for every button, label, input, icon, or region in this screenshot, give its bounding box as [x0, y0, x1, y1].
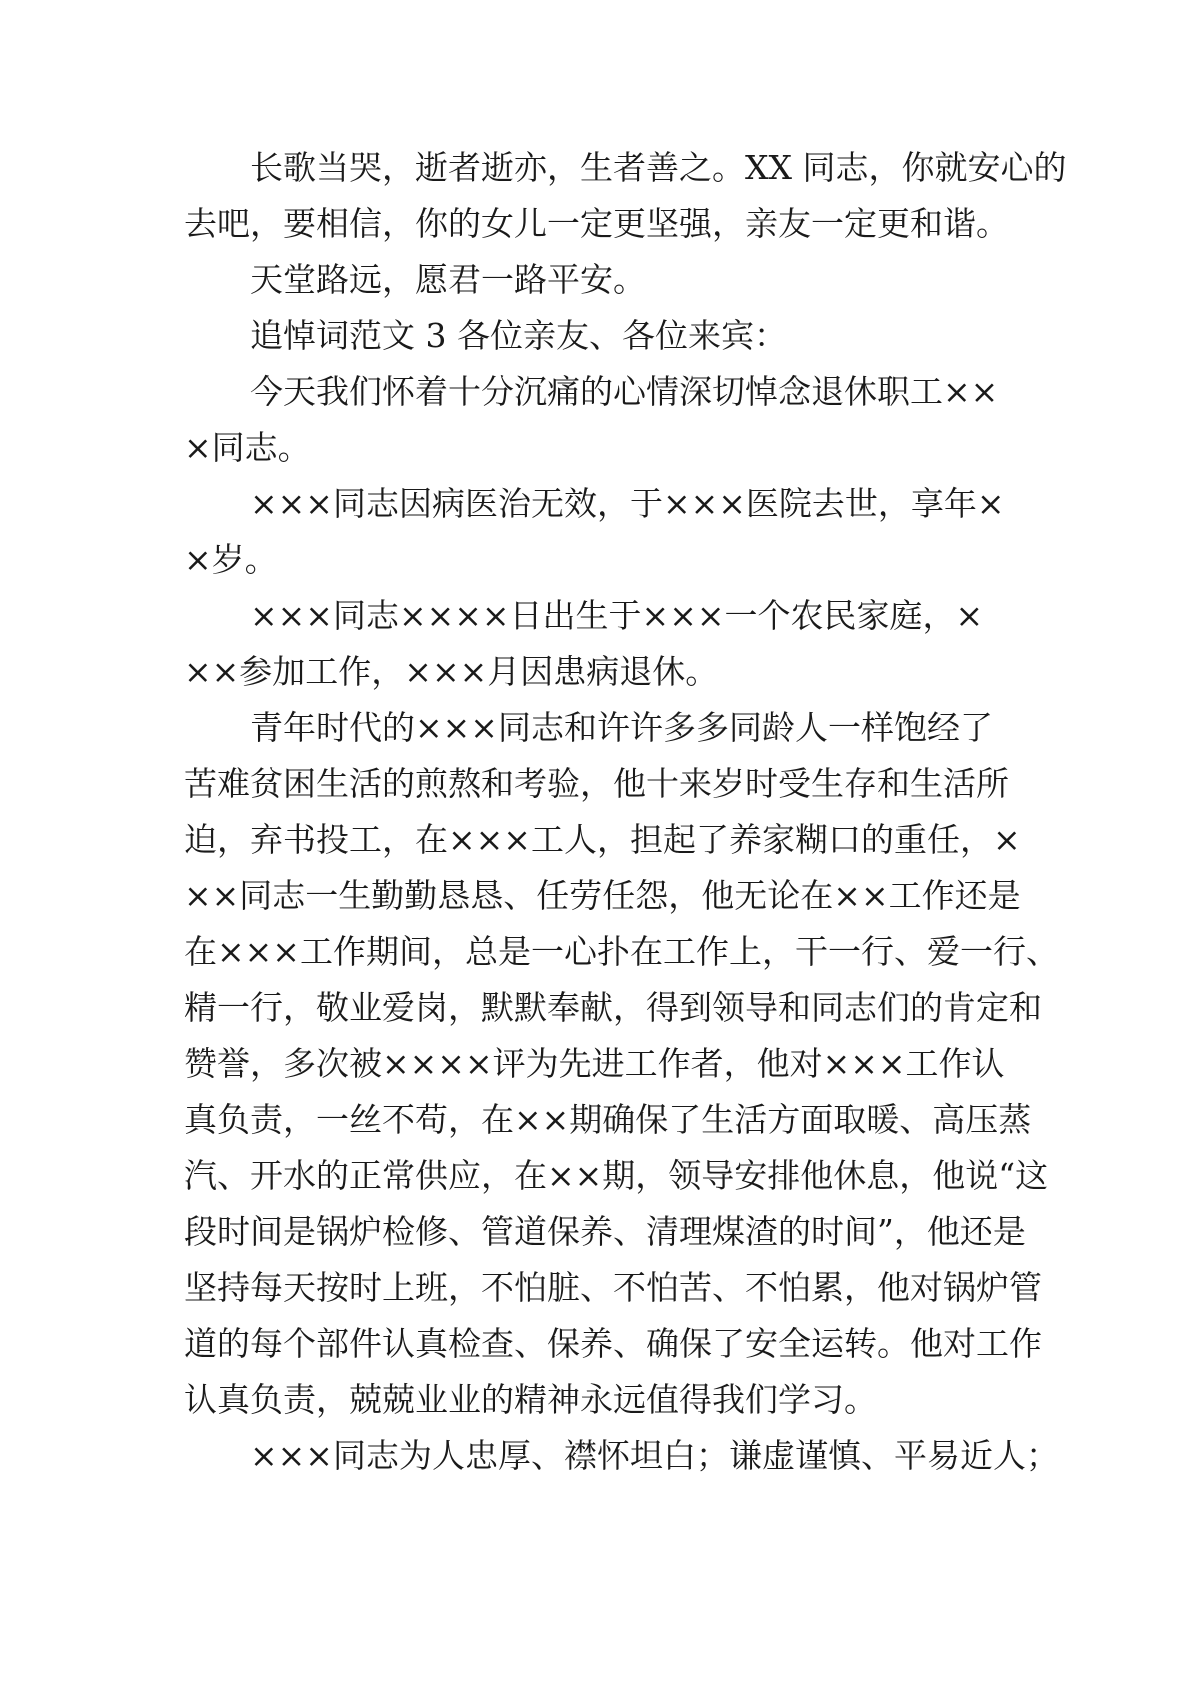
text-line: 迫，弃书投工，在×××工人，担起了养家糊口的重任，× — [184, 820, 1021, 859]
text-line: ××参加工作，×××月因患病退休。 — [184, 652, 719, 691]
text-line: 认真负责，兢兢业业的精神永远值得我们学习。 — [184, 1380, 877, 1419]
text-line: 段时间是锅炉检修、管道保养、清理煤渣的时间”，他还是 — [184, 1212, 1026, 1251]
text-line: ×××同志为人忠厚、襟怀坦白；谦虚谨慎、平易近人； — [250, 1436, 1059, 1475]
text-line: 汽、开水的正常供应，在××期，领导安排他休息，他说“这 — [184, 1156, 1049, 1195]
text-line: 今天我们怀着十分沉痛的心情深切悼念退休职工×× — [250, 372, 999, 411]
text-line: 苦难贫困生活的煎熬和考验，他十来岁时受生存和生活所 — [184, 764, 1009, 803]
text-line: 道的每个部件认真检查、保养、确保了安全运转。他对工作 — [184, 1324, 1042, 1363]
text-line: 精一行，敬业爱岗，默默奉献，得到领导和同志们的肯定和 — [184, 988, 1042, 1027]
text-line: ×××同志××××日出生于×××一个农民家庭，× — [250, 596, 984, 635]
text-line: ×岁。 — [184, 540, 278, 579]
text-line: 坚持每天按时上班，不怕脏、不怕苦、不怕累，他对锅炉管 — [184, 1268, 1042, 1307]
text-line: ××同志一生勤勤恳恳、任劳任怨，他无论在××工作还是 — [184, 876, 1021, 915]
document-body — [184, 140, 1067, 1484]
text-line: ×同志。 — [184, 428, 311, 467]
text-line: 赞誉，多次被××××评为先进工作者，他对×××工作认 — [184, 1044, 1005, 1083]
text-line: 去吧，要相信，你的女儿一定更坚强，亲友一定更和谐。 — [184, 204, 1009, 243]
text-line: 天堂路远，愿君一路平安。 — [250, 260, 646, 299]
text-line: 青年时代的×××同志和许许多多同龄人一样饱经了 — [250, 708, 993, 747]
section-heading-line: 追悼词范文 3 各位亲友、各位来宾： — [250, 316, 787, 355]
text-line: 真负责，一丝不苟，在××期确保了生活方面取暖、高压蒸 — [184, 1100, 1032, 1139]
text-line: 长歌当哭，逝者逝亦，生者善之。XX 同志，你就安心的 — [250, 148, 1067, 187]
text-line: 在×××工作期间，总是一心扑在工作上，干一行、爱一行、 — [184, 932, 1059, 971]
text-line: ×××同志因病医治无效，于×××医院去世，享年× — [250, 484, 1005, 523]
